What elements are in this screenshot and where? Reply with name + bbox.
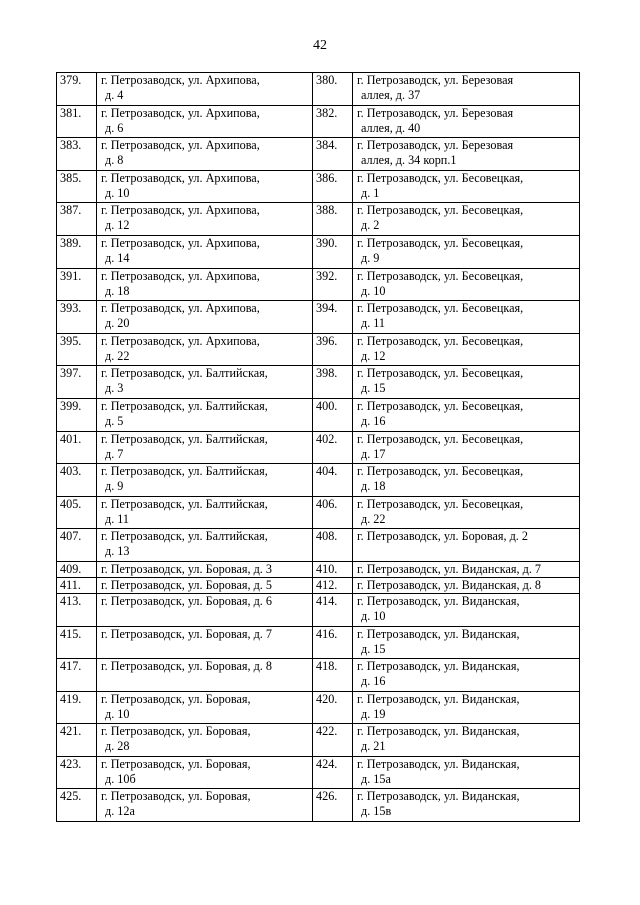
- address-line: г. Петрозаводск, ул. Боровая, д. 3: [101, 561, 272, 576]
- row-number: 381.: [57, 105, 97, 138]
- row-number: 414.: [313, 593, 353, 626]
- address-line: г. Петрозаводск, ул. Бесовецкая,: [357, 464, 524, 479]
- address-cell: [97, 724, 313, 757]
- row-number: 413.: [57, 593, 97, 626]
- row-number: 415.: [57, 626, 97, 659]
- address-line: г. Петрозаводск, ул. Бесовецкая,: [357, 333, 524, 348]
- row-number: 423.: [57, 756, 97, 789]
- table-row: [57, 626, 580, 659]
- table-row: [57, 496, 580, 529]
- address-line: г. Петрозаводск, ул. Бесовецкая,: [357, 366, 524, 381]
- address-table-body: [57, 73, 580, 822]
- address-cell: [97, 301, 313, 334]
- address-cell: [353, 268, 580, 301]
- address-line: г. Петрозаводск, ул. Виданская, д. 8: [357, 577, 542, 592]
- address-cell: [353, 203, 580, 236]
- address-house-line: д. 19: [361, 706, 386, 721]
- address-house-line: д. 15а: [361, 771, 391, 786]
- row-number: 393.: [57, 301, 97, 334]
- row-number: 403.: [57, 464, 97, 497]
- row-number: 389.: [57, 235, 97, 268]
- address-line: г. Петрозаводск, ул. Бесовецкая,: [357, 235, 524, 250]
- row-number: 391.: [57, 268, 97, 301]
- address-line: г. Петрозаводск, ул. Виданская, д. 7: [357, 561, 542, 576]
- address-line: г. Петрозаводск, ул. Боровая, д. 6: [101, 593, 272, 608]
- table-row: [57, 138, 580, 171]
- address-line: г. Петрозаводск, ул. Виданская,: [357, 756, 520, 771]
- address-cell: [97, 366, 313, 399]
- address-cell: [97, 105, 313, 138]
- row-number: 388.: [313, 203, 353, 236]
- address-house-line: д. 11: [105, 511, 130, 526]
- address-house-line: д. 4: [105, 88, 124, 102]
- address-line: г. Петрозаводск, ул. Боровая, д. 2: [357, 529, 528, 544]
- row-number: 386.: [313, 170, 353, 203]
- address-cell: [353, 626, 580, 659]
- table-row: [57, 756, 580, 789]
- row-number: 387.: [57, 203, 97, 236]
- row-number: 424.: [313, 756, 353, 789]
- table-row: [57, 203, 580, 236]
- address-house-line: аллея, д. 40: [361, 120, 421, 135]
- address-cell: [353, 593, 580, 626]
- table-row: [57, 268, 580, 301]
- address-cell: [353, 105, 580, 138]
- table-row: [57, 301, 580, 334]
- address-line: г. Петрозаводск, ул. Боровая,: [101, 724, 251, 739]
- row-number: 422.: [313, 724, 353, 757]
- row-number: 402.: [313, 431, 353, 464]
- address-house-line: д. 16: [361, 413, 386, 428]
- address-cell: [353, 333, 580, 366]
- row-number: 420.: [313, 691, 353, 724]
- address-table: [56, 72, 580, 822]
- address-line: г. Петрозаводск, ул. Архипова,: [101, 170, 260, 185]
- address-cell: [97, 235, 313, 268]
- row-number: 416.: [313, 626, 353, 659]
- address-line: г. Петрозаводск, ул. Бесовецкая,: [357, 398, 524, 413]
- row-number: 418.: [313, 659, 353, 692]
- address-house-line: д. 13: [105, 544, 130, 559]
- table-row: [57, 789, 580, 822]
- address-line: г. Петрозаводск, ул. Архипова,: [101, 301, 260, 316]
- address-cell: [353, 724, 580, 757]
- address-line: г. Петрозаводск, ул. Боровая, д. 5: [101, 577, 272, 592]
- address-line: г. Петрозаводск, ул. Виданская,: [357, 724, 520, 739]
- address-house-line: д. 2: [361, 218, 380, 233]
- address-house-line: д. 10: [361, 608, 386, 623]
- address-line: г. Петрозаводск, ул. Боровая, д. 8: [101, 659, 272, 674]
- row-number: 401.: [57, 431, 97, 464]
- address-cell: [353, 659, 580, 692]
- address-cell: [97, 73, 313, 106]
- address-line: г. Петрозаводск, ул. Балтийская,: [101, 366, 268, 381]
- address-line: г. Петрозаводск, ул. Виданская,: [357, 626, 520, 641]
- address-line: г. Петрозаводск, ул. Архипова,: [101, 73, 260, 87]
- address-cell: [97, 561, 313, 577]
- row-number: 379.: [57, 73, 97, 106]
- address-line: г. Петрозаводск, ул. Березовая: [357, 73, 514, 87]
- address-house-line: д. 15: [361, 381, 386, 396]
- address-house-line: д. 5: [105, 413, 124, 428]
- table-row: [57, 366, 580, 399]
- row-number: 384.: [313, 138, 353, 171]
- table-row: [57, 577, 580, 593]
- address-line: г. Петрозаводск, ул. Балтийская,: [101, 496, 268, 511]
- address-line: г. Петрозаводск, ул. Бесовецкая,: [357, 203, 524, 218]
- table-row: [57, 659, 580, 692]
- address-house-line: д. 15в: [361, 804, 392, 819]
- address-cell: [353, 561, 580, 577]
- table-row: [57, 529, 580, 562]
- address-line: г. Петрозаводск, ул. Боровая,: [101, 691, 251, 706]
- address-cell: [97, 138, 313, 171]
- address-line: г. Петрозаводск, ул. Балтийская,: [101, 398, 268, 413]
- address-line: г. Петрозаводск, ул. Бесовецкая,: [357, 268, 524, 283]
- row-number: 417.: [57, 659, 97, 692]
- table-row: [57, 73, 580, 106]
- address-cell: [97, 431, 313, 464]
- address-house-line: д. 10: [105, 185, 130, 200]
- address-cell: [97, 626, 313, 659]
- row-number: 425.: [57, 789, 97, 822]
- address-house-line: д. 22: [105, 348, 130, 363]
- row-number: 426.: [313, 789, 353, 822]
- table-row: [57, 561, 580, 577]
- address-cell: [353, 366, 580, 399]
- address-cell: [353, 73, 580, 106]
- table-row: [57, 398, 580, 431]
- address-house-line: аллея, д. 34 корп.1: [361, 153, 457, 168]
- row-number: 407.: [57, 529, 97, 562]
- address-line: г. Петрозаводск, ул. Виданская,: [357, 593, 520, 608]
- row-number: 409.: [57, 561, 97, 577]
- address-house-line: д. 16: [361, 674, 386, 689]
- address-line: г. Петрозаводск, ул. Березовая: [357, 105, 514, 120]
- address-cell: [353, 496, 580, 529]
- address-cell: [353, 756, 580, 789]
- row-number: 383.: [57, 138, 97, 171]
- address-cell: [97, 333, 313, 366]
- address-house-line: аллея, д. 37: [361, 88, 421, 102]
- address-cell: [353, 301, 580, 334]
- address-line: г. Петрозаводск, ул. Архипова,: [101, 235, 260, 250]
- address-cell: [97, 496, 313, 529]
- address-house-line: д. 10: [105, 706, 130, 721]
- row-number: 394.: [313, 301, 353, 334]
- row-number: 421.: [57, 724, 97, 757]
- row-number: 412.: [313, 577, 353, 593]
- address-cell: [353, 577, 580, 593]
- address-house-line: д. 12а: [105, 804, 135, 819]
- address-cell: [97, 659, 313, 692]
- address-house-line: д. 18: [105, 283, 130, 298]
- address-line: г. Петрозаводск, ул. Березовая: [357, 138, 514, 153]
- address-cell: [353, 138, 580, 171]
- address-line: г. Петрозаводск, ул. Боровая,: [101, 789, 251, 804]
- row-number: 397.: [57, 366, 97, 399]
- row-number: 419.: [57, 691, 97, 724]
- address-cell: [97, 691, 313, 724]
- address-line: г. Петрозаводск, ул. Бесовецкая,: [357, 301, 524, 316]
- address-cell: [97, 464, 313, 497]
- address-house-line: д. 11: [361, 316, 386, 331]
- address-cell: [353, 789, 580, 822]
- address-cell: [353, 235, 580, 268]
- address-house-line: д. 22: [361, 511, 386, 526]
- row-number: 400.: [313, 398, 353, 431]
- address-house-line: д. 1: [361, 185, 380, 200]
- address-cell: [353, 464, 580, 497]
- page-number: 42: [313, 38, 327, 53]
- address-house-line: д. 12: [105, 218, 130, 233]
- address-house-line: д. 6: [105, 120, 124, 135]
- address-house-line: д. 10б: [105, 771, 136, 786]
- table-row: [57, 170, 580, 203]
- address-house-line: д. 8: [105, 153, 124, 168]
- table-row: [57, 235, 580, 268]
- table-row: [57, 593, 580, 626]
- address-cell: [97, 529, 313, 562]
- address-house-line: д. 9: [105, 479, 124, 494]
- address-house-line: д. 17: [361, 446, 386, 461]
- address-house-line: д. 18: [361, 479, 386, 494]
- row-number: 411.: [57, 577, 97, 593]
- address-house-line: д. 20: [105, 316, 130, 331]
- address-house-line: д. 9: [361, 250, 380, 265]
- row-number: 410.: [313, 561, 353, 577]
- table-row: [57, 431, 580, 464]
- address-cell: [97, 789, 313, 822]
- address-line: г. Петрозаводск, ул. Балтийская,: [101, 431, 268, 446]
- address-house-line: д. 14: [105, 250, 130, 265]
- address-cell: [353, 398, 580, 431]
- address-line: г. Петрозаводск, ул. Виданская,: [357, 659, 520, 674]
- row-number: 404.: [313, 464, 353, 497]
- address-line: г. Петрозаводск, ул. Виданская,: [357, 691, 520, 706]
- row-number: 395.: [57, 333, 97, 366]
- address-line: г. Петрозаводск, ул. Бесовецкая,: [357, 170, 524, 185]
- address-cell: [353, 691, 580, 724]
- address-line: г. Петрозаводск, ул. Архипова,: [101, 105, 260, 120]
- address-line: г. Петрозаводск, ул. Архипова,: [101, 268, 260, 283]
- address-house-line: д. 10: [361, 283, 386, 298]
- row-number: 382.: [313, 105, 353, 138]
- address-cell: [97, 593, 313, 626]
- row-number: 405.: [57, 496, 97, 529]
- row-number: 396.: [313, 333, 353, 366]
- address-line: г. Петрозаводск, ул. Виданская,: [357, 789, 520, 804]
- address-line: г. Петрозаводск, ул. Балтийская,: [101, 529, 268, 544]
- address-line: г. Петрозаводск, ул. Бесовецкая,: [357, 496, 524, 511]
- address-cell: [353, 170, 580, 203]
- address-cell: [97, 268, 313, 301]
- table-row: [57, 333, 580, 366]
- address-house-line: д. 21: [361, 739, 386, 754]
- address-cell: [97, 398, 313, 431]
- address-house-line: д. 12: [361, 348, 386, 363]
- row-number: 380.: [313, 73, 353, 106]
- address-house-line: д. 15: [361, 641, 386, 656]
- address-cell: [97, 756, 313, 789]
- address-line: г. Петрозаводск, ул. Архипова,: [101, 333, 260, 348]
- address-cell: [353, 431, 580, 464]
- address-line: г. Петрозаводск, ул. Архипова,: [101, 203, 260, 218]
- table-row: [57, 105, 580, 138]
- row-number: 390.: [313, 235, 353, 268]
- row-number: 385.: [57, 170, 97, 203]
- address-house-line: д. 7: [105, 446, 124, 461]
- row-number: 408.: [313, 529, 353, 562]
- address-line: г. Петрозаводск, ул. Архипова,: [101, 138, 260, 153]
- address-line: г. Петрозаводск, ул. Боровая,: [101, 756, 251, 771]
- table-row: [57, 691, 580, 724]
- row-number: 399.: [57, 398, 97, 431]
- address-line: г. Петрозаводск, ул. Боровая, д. 7: [101, 626, 272, 641]
- table-row: [57, 724, 580, 757]
- address-cell: [97, 203, 313, 236]
- row-number: 406.: [313, 496, 353, 529]
- row-number: 392.: [313, 268, 353, 301]
- address-house-line: д. 28: [105, 739, 130, 754]
- address-line: г. Петрозаводск, ул. Бесовецкая,: [357, 431, 524, 446]
- address-house-line: д. 3: [105, 381, 124, 396]
- address-line: г. Петрозаводск, ул. Балтийская,: [101, 464, 268, 479]
- row-number: 398.: [313, 366, 353, 399]
- address-cell: [97, 170, 313, 203]
- address-cell: [97, 577, 313, 593]
- table-row: [57, 464, 580, 497]
- address-cell: [353, 529, 580, 562]
